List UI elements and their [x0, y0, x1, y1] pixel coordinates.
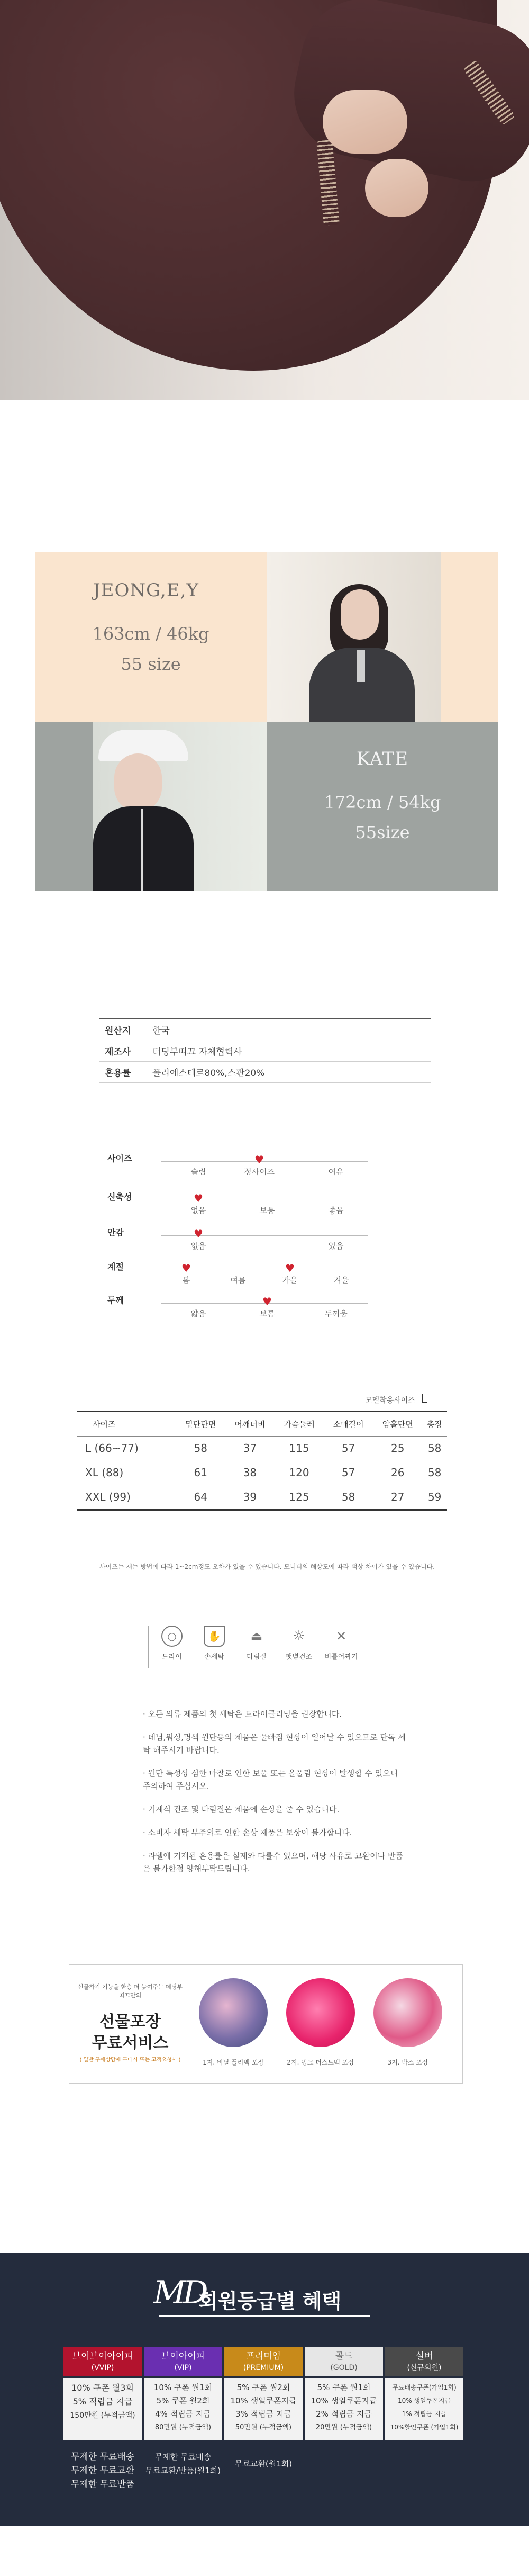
size-cell: 115 [289, 1442, 309, 1455]
fit-label-lining: 안감 [107, 1227, 124, 1237]
size-cell: 39 [243, 1490, 257, 1503]
vip-extra-benefits: 무제한 무료배송 무료교환/반품(월1회) [145, 2452, 221, 2475]
gift-option-label: 2지. 핑크 더스트백 포장 [287, 2059, 354, 2066]
size-cell: 27 [391, 1490, 405, 1503]
tier-benefits: 5% 쿠폰 월1회 10% 생일쿠폰지급 2% 적립금 지급 20만원 (누적금액) [305, 2378, 383, 2440]
size-col-header: 밑단단면 [176, 1412, 225, 1436]
vvip-extra-benefits: 무제한 무료배송 무제한 무료교환 무제한 무료반품 [70, 2452, 135, 2490]
fit-line [161, 1161, 368, 1162]
gift-small-text: 선물하기 기능을 한층 더 높여주는 데딩부띠끄만의 [77, 1983, 183, 1999]
md-logo: MD [153, 2274, 205, 2311]
hand-right [323, 90, 407, 154]
heart-icon: ♥ [285, 1262, 295, 1274]
fit-line [161, 1235, 368, 1236]
size-cell: 25 [391, 1442, 405, 1455]
gift-box-photo [373, 1978, 442, 2047]
premium-extra-benefits: 무료교환(월1회) [234, 2459, 293, 2469]
model1-photo [267, 552, 498, 722]
fit-label-stretch: 신축성 [107, 1192, 132, 1202]
care-note: · 소비자 세탁 부주의로 인한 손상 제품은 보상이 불가합니다. [143, 1828, 352, 1837]
heart-icon: ♥ [194, 1227, 203, 1240]
size-cell: 64 [194, 1490, 207, 1503]
size-col-header: 가슴둘레 [275, 1412, 324, 1436]
size-footnote: 사이즈는 재는 방법에 따라 1~2cm정도 오차가 있을 수 있습니다. 모니터의 해상도에 따라 색상 차이가 있을 수 있습니다. [99, 1563, 435, 1570]
title-underline [159, 2315, 370, 2317]
membership-section [0, 2253, 529, 2526]
tier-benefits: 무료배송쿠폰(가입1회) 10% 생일쿠폰지급 1% 적립금 지급 10%할인쿠폰 (가입1회) [385, 2378, 463, 2440]
material-key: 원산지 [105, 1026, 131, 1036]
fit-label-size: 사이즈 [107, 1153, 132, 1163]
table-row [77, 1485, 447, 1509]
heart-icon: ♥ [194, 1192, 203, 1205]
size-cell: 125 [289, 1490, 309, 1503]
material-table [99, 1018, 431, 1083]
tier-benefits: 10% 쿠폰 월1회 5% 쿠폰 월2회 4% 적립금 지급 80만원 (누적금액) [144, 2378, 222, 2440]
heart-icon: ♥ [254, 1153, 264, 1166]
care-notes [143, 1708, 407, 1875]
heart-icon: ♥ [181, 1262, 191, 1274]
size-table [77, 1411, 447, 1510]
tier-vip: 브이아이피 (VIP) [144, 2347, 222, 2376]
care-note: · 오든 의류 제품의 첫 세탁은 드라이클리닝을 권장합니다. [143, 1709, 342, 1719]
sun-dry-icon: ☼ [293, 1628, 305, 1644]
size-cell: 58 [427, 1466, 442, 1479]
dust-bag-photo [286, 1978, 355, 2047]
care-icons [148, 1626, 370, 1673]
care-note: · 기계식 건조 및 다림질은 제품에 손상을 줄 수 있습니다. [143, 1805, 340, 1814]
model-size-value: L [421, 1393, 427, 1406]
table-row [77, 1436, 447, 1460]
material-row [99, 1040, 431, 1062]
size-col-header: 사이즈 [77, 1412, 176, 1436]
model-size-label: 모델착용사이즈 [365, 1396, 415, 1405]
fit-option-selected: 가을 [282, 1276, 298, 1285]
care-label: 햇볕건조 [285, 1653, 313, 1661]
fit-label-season: 계절 [107, 1262, 124, 1272]
table-row [77, 1460, 447, 1485]
model-profiles [35, 552, 498, 891]
size-cell: 26 [391, 1466, 405, 1479]
care-label: 비틀어짜기 [324, 1653, 358, 1661]
care-label: 드라이 [162, 1653, 182, 1661]
material-row [99, 1062, 431, 1083]
fit-option: 여름 [230, 1276, 246, 1285]
size-cell: 59 [427, 1490, 442, 1503]
size-cell: 38 [243, 1466, 257, 1479]
size-cell: 57 [341, 1442, 355, 1455]
size-col-header: 소매길이 [324, 1412, 373, 1436]
hand-left [365, 159, 428, 217]
fit-option: 여유 [328, 1167, 344, 1177]
fit-option-selected: 정사이즈 [244, 1167, 275, 1177]
fit-option-selected: 봄 [182, 1276, 190, 1285]
size-cell: 37 [243, 1442, 257, 1455]
material-value: 더딩부띠끄 자체협력사 [152, 1047, 242, 1057]
vinyl-pouch-photo [199, 1978, 268, 2047]
tier-premium: 프리미엄 (PREMIUM) [224, 2347, 303, 2376]
material-key: 혼용률 [105, 1068, 131, 1079]
dry-clean-icon: ○ [161, 1626, 183, 1647]
size-cell: 61 [194, 1466, 207, 1479]
fit-option: 얇음 [190, 1309, 206, 1318]
care-label: 다림질 [247, 1653, 267, 1661]
model2-measure: 172cm / 54kg [324, 792, 441, 812]
model2-photo [35, 722, 267, 891]
size-table-header [77, 1412, 447, 1436]
heart-icon: ♥ [262, 1295, 272, 1308]
tier-benefits: 5% 쿠폰 월2회 10% 생일쿠폰지급 3% 적립금 지급 50만원 (누적금액) [224, 2378, 303, 2440]
hand-wash-icon: ✋ [204, 1626, 225, 1647]
material-key: 제조사 [105, 1047, 131, 1057]
fit-option-selected: 없음 [190, 1206, 206, 1215]
model1-info-panel [35, 552, 267, 722]
gift-title-2: 무료서비스 [92, 2034, 169, 2052]
size-cell: 57 [341, 1466, 355, 1479]
size-cell: XL (88) [85, 1466, 124, 1479]
model1-name: JEONG,E,Y [93, 580, 199, 601]
size-cell: 120 [289, 1466, 309, 1479]
gift-title-1: 선물포장 [99, 2013, 161, 2031]
fit-option: 겨울 [333, 1276, 349, 1285]
size-cell: 58 [341, 1490, 355, 1503]
size-cell: L (66~77) [85, 1442, 139, 1455]
fit-option: 두꺼움 [324, 1309, 348, 1318]
fit-option-selected: 없음 [190, 1241, 206, 1251]
fit-option: 보통 [259, 1206, 275, 1215]
tier-gold: 골드 (GOLD) [305, 2347, 383, 2376]
tier-vvip: 브이브이아이피 (VVIP) [63, 2347, 142, 2376]
iron-icon: ⏏ [250, 1629, 263, 1644]
fit-option: 있음 [328, 1241, 344, 1251]
model2-name: KATE [356, 748, 409, 769]
care-note: · 데님,워싱,명색 원단등의 제품은 물빠짐 현상이 일어날 수 있으므로 단독 세탁 해주시기 바랍니다. [143, 1733, 406, 1755]
model1-measure: 163cm / 46kg [92, 624, 209, 644]
size-table-bottom-line [77, 1510, 447, 1511]
care-note: · 라벨에 기재된 혼용률은 실제와 다를수 있으며, 해당 사유로 교환이나 반품은 불가한점 양해부탁드립니다. [143, 1851, 403, 1873]
size-cell: 58 [427, 1442, 442, 1455]
size-col-header: 어깨너비 [225, 1412, 275, 1436]
fit-option-selected: 보통 [259, 1309, 275, 1318]
membership-title: 회원등급별 혜택 [198, 2290, 342, 2313]
model1-size: 55 size [121, 654, 181, 674]
gift-option-label: 3지. 박스 포장 [387, 2059, 428, 2066]
tier-silver: 실버 (신규회원) [385, 2347, 463, 2376]
size-cell: 58 [194, 1442, 207, 1455]
product-hero-photo [0, 0, 529, 400]
fit-guide [93, 1149, 389, 1318]
no-wring-icon: ✕ [335, 1629, 347, 1644]
model-size-note [365, 1393, 427, 1406]
gift-option-label: 1지. 비닐 플리백 포장 [203, 2059, 264, 2066]
model2-info-panel [267, 722, 498, 891]
material-value: 한국 [152, 1026, 170, 1036]
material-value: 폴리에스테르80%,스판20% [152, 1068, 265, 1079]
material-row [99, 1019, 431, 1040]
tier-benefits: 10% 쿠폰 월3회 5% 적립금 지급 150만원 (누적금액) [63, 2378, 142, 2440]
fit-label-thickness: 두께 [107, 1295, 124, 1305]
gift-wrap-banner [69, 1964, 463, 2084]
care-note: · 원단 특성상 심한 마찰로 인한 보풀 또는 올풀림 현상이 발생할 수 있으니 주의하여 주십시오. [143, 1769, 398, 1791]
size-col-header: 암홀단면 [373, 1412, 422, 1436]
fit-option: 슬림 [190, 1167, 206, 1177]
model2-size: 55size [355, 822, 410, 842]
size-col-header: 총장 [422, 1412, 447, 1436]
size-cell: XXL (99) [85, 1490, 131, 1503]
care-label: 손세탁 [204, 1653, 224, 1661]
gift-sub: ( 일반 구매상담에 구매시 또는 고객요청시 ) [79, 2057, 181, 2063]
fit-option: 좋음 [328, 1206, 344, 1215]
